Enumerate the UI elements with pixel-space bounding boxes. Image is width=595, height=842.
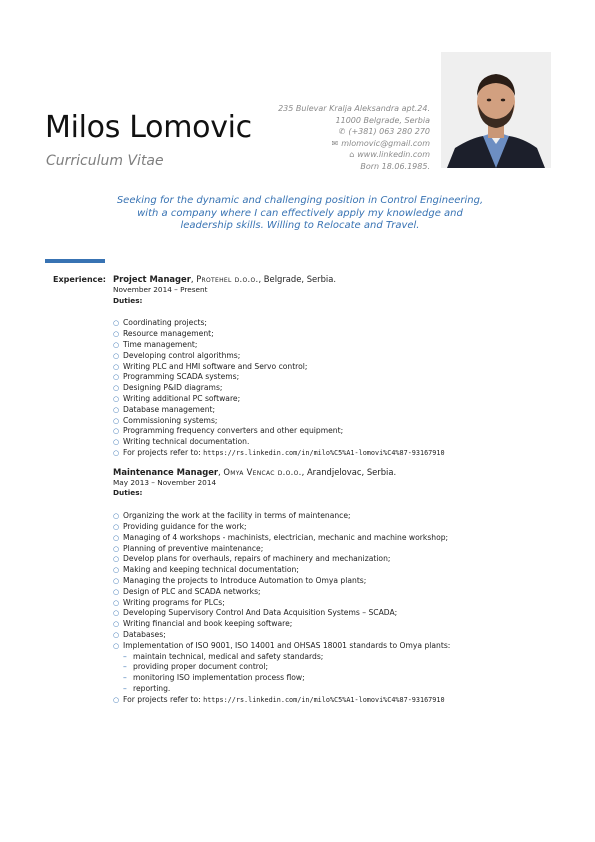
company-name: Omya Vencac d.o.o.: [223, 466, 302, 477]
reference-prefix: For projects refer to:: [123, 447, 204, 457]
profile-photo: [441, 52, 551, 168]
bullet-icon: ○: [113, 555, 120, 564]
bullet-icon: ○: [113, 598, 120, 607]
dash-icon: –: [123, 673, 127, 683]
job-entry: [113, 467, 573, 706]
job-heading: Project Manager, Protehel d.o.o., Belgrade, Serbia.: [113, 274, 337, 284]
job-heading: Maintenance Manager, Omya Vencac d.o.o., Arandjelovac, Serbia.: [113, 466, 397, 477]
iso-sub-list: [123, 652, 573, 695]
envelope-icon: ✉: [331, 138, 339, 148]
phone-row: [210, 126, 430, 138]
address-line-2: 11000 Belgrade, Serbia: [335, 115, 430, 125]
list-item: ○ Organizing the work at the facility in terms of maintenance;: [113, 511, 351, 521]
duties-list: [113, 511, 573, 705]
bullet-icon: ○: [113, 695, 120, 704]
website-link[interactable]: www.linkedin.com: [357, 150, 430, 159]
job-location: , Belgrade, Serbia.: [258, 274, 337, 284]
cv-name: Milos Lomovic: [45, 110, 252, 145]
list-item[interactable]: [113, 448, 573, 459]
birth-date: Born 18.06.1985.: [360, 161, 430, 171]
contact-block: [210, 103, 430, 172]
list-item: ○ Writing PLC and HMI software and Servo control;: [113, 361, 308, 371]
address-line-1: 235 Bulevar Kralja Aleksandra apt.24.: [278, 104, 430, 113]
website-row[interactable]: [210, 149, 430, 161]
sub-list-item: – providing proper document control;: [123, 662, 269, 672]
bullet-icon: ○: [113, 373, 120, 382]
phone-icon: ✆: [338, 127, 346, 136]
list-item: ○ Developing Supervisory Control And Data Acquisition Systems – SCADA;: [113, 608, 398, 618]
job-dates: November 2014 – Present: [113, 284, 208, 294]
email-link[interactable]: mlomovic@gmail.com: [341, 138, 430, 148]
email-row[interactable]: [210, 138, 430, 150]
list-item: ○ Writing financial and book keeping software;: [113, 619, 293, 629]
list-item: ○ Coordinating projects;: [113, 318, 207, 328]
bullet-icon: ○: [113, 351, 120, 360]
list-item: ○ Managing of 4 workshops - machinists, electrician, mechanic and machine workshop;: [113, 532, 449, 542]
list-item: ○ Developing control algorithms;: [113, 350, 241, 360]
job-location: , Arandjelovac, Serbia.: [301, 466, 397, 477]
list-item: ○ Resource management;: [113, 329, 214, 339]
bullet-icon: ○: [113, 330, 120, 339]
home-icon: ⌂: [349, 150, 355, 159]
list-item: ○ Develop plans for overhauls, repairs of machinery and mechanization;: [113, 554, 391, 564]
list-item: ○ Time management;: [113, 339, 198, 349]
bullet-icon: ○: [113, 630, 120, 639]
list-item: ○ Writing technical documentation.: [113, 437, 250, 447]
list-item: ○ Writing additional PC software;: [113, 393, 241, 403]
section-label-experience: Experience:: [53, 275, 106, 284]
bullet-icon: ○: [113, 384, 120, 393]
phone-number: (+381) 063 280 270: [348, 127, 430, 136]
bullet-icon: ○: [113, 576, 120, 585]
dash-icon: –: [123, 662, 127, 672]
sub-list-item: – maintain technical, medical and safety standards;: [123, 651, 324, 661]
bullet-icon: ○: [113, 609, 120, 618]
list-item: ○ Planning of preventive maintenance;: [113, 543, 264, 553]
bullet-icon: ○: [113, 416, 120, 425]
duties-label: Duties:: [113, 488, 143, 498]
experience-section: [113, 274, 573, 713]
job-title: Maintenance Manager: [113, 466, 219, 477]
bullet-icon: ○: [113, 512, 120, 521]
list-item: ○ Design of PLC and SCADA networks;: [113, 586, 261, 596]
list-item: ○ Implementation of ISO 9001, ISO 14001 and OHSAS 18001 standards to Omya plants: – maintain technical, medical and safety standards; – providing proper document control; – monitoring ISO implementation process flow; – reporting.: [113, 641, 573, 695]
list-item: ○ Designing P&ID diagrams;: [113, 383, 223, 393]
bullet-icon: ○: [113, 566, 120, 575]
bullet-icon: ○: [113, 448, 120, 457]
duties-label: Duties:: [113, 295, 143, 305]
dash-icon: –: [123, 651, 127, 661]
job-title: Project Manager: [113, 274, 191, 284]
bullet-icon: ○: [113, 340, 120, 349]
section-rule: [45, 259, 105, 263]
bullet-icon: ○: [113, 394, 120, 403]
bullet-icon: ○: [113, 620, 120, 629]
list-item: ○ Commissioning systems;: [113, 415, 218, 425]
list-item: ○ Managing the projects to Introduce Automation to Omya plants;: [113, 575, 367, 585]
list-item: ○ Programming SCADA systems;: [113, 372, 240, 382]
bullet-icon: ○: [113, 587, 120, 596]
bullet-icon: ○: [113, 522, 120, 531]
bullet-icon: ○: [113, 533, 120, 542]
reference-prefix: For projects refer to:: [123, 694, 204, 704]
sub-list-item: – monitoring ISO implementation process flow;: [123, 673, 305, 683]
bullet-icon: ○: [113, 641, 120, 650]
list-item: ○ Database management;: [113, 404, 216, 414]
bullet-icon: ○: [113, 405, 120, 414]
sub-list-item: – reporting.: [123, 683, 171, 693]
list-item: ○ Programming frequency converters and other equipment;: [113, 426, 344, 436]
job-entry: [113, 274, 573, 459]
linkedin-link[interactable]: https://rs.linkedin.com/in/milo%C5%A1-lomovi%C4%87-93167910: [203, 448, 445, 457]
linkedin-link[interactable]: https://rs.linkedin.com/in/milo%C5%A1-lomovi%C4%87-93167910: [203, 695, 445, 704]
duties-list: [113, 318, 573, 458]
list-item: ○ Providing guidance for the work;: [113, 521, 247, 531]
bullet-icon: ○: [113, 427, 120, 436]
dash-icon: –: [123, 683, 127, 693]
bullet-icon: ○: [113, 438, 120, 447]
list-item: ○ Making and keeping technical documentation;: [113, 565, 299, 575]
company-name: Protehel d.o.o.: [196, 274, 259, 284]
list-item[interactable]: [113, 695, 573, 706]
cv-subtitle: Curriculum Vitae: [46, 153, 164, 169]
list-item: ○ Databases;: [113, 629, 166, 639]
list-item: ○ Writing programs for PLCs;: [113, 597, 225, 607]
bullet-icon: ○: [113, 362, 120, 371]
objective-statement: Seeking for the dynamic and challenging position in Control Engineering, with a company where I can effectively apply my knowledge and leadership skills. Willing to Relocate and Travel.: [116, 195, 484, 232]
bullet-icon: ○: [113, 544, 120, 553]
bullet-icon: ○: [113, 319, 120, 328]
job-dates: May 2013 – November 2014: [113, 477, 217, 487]
